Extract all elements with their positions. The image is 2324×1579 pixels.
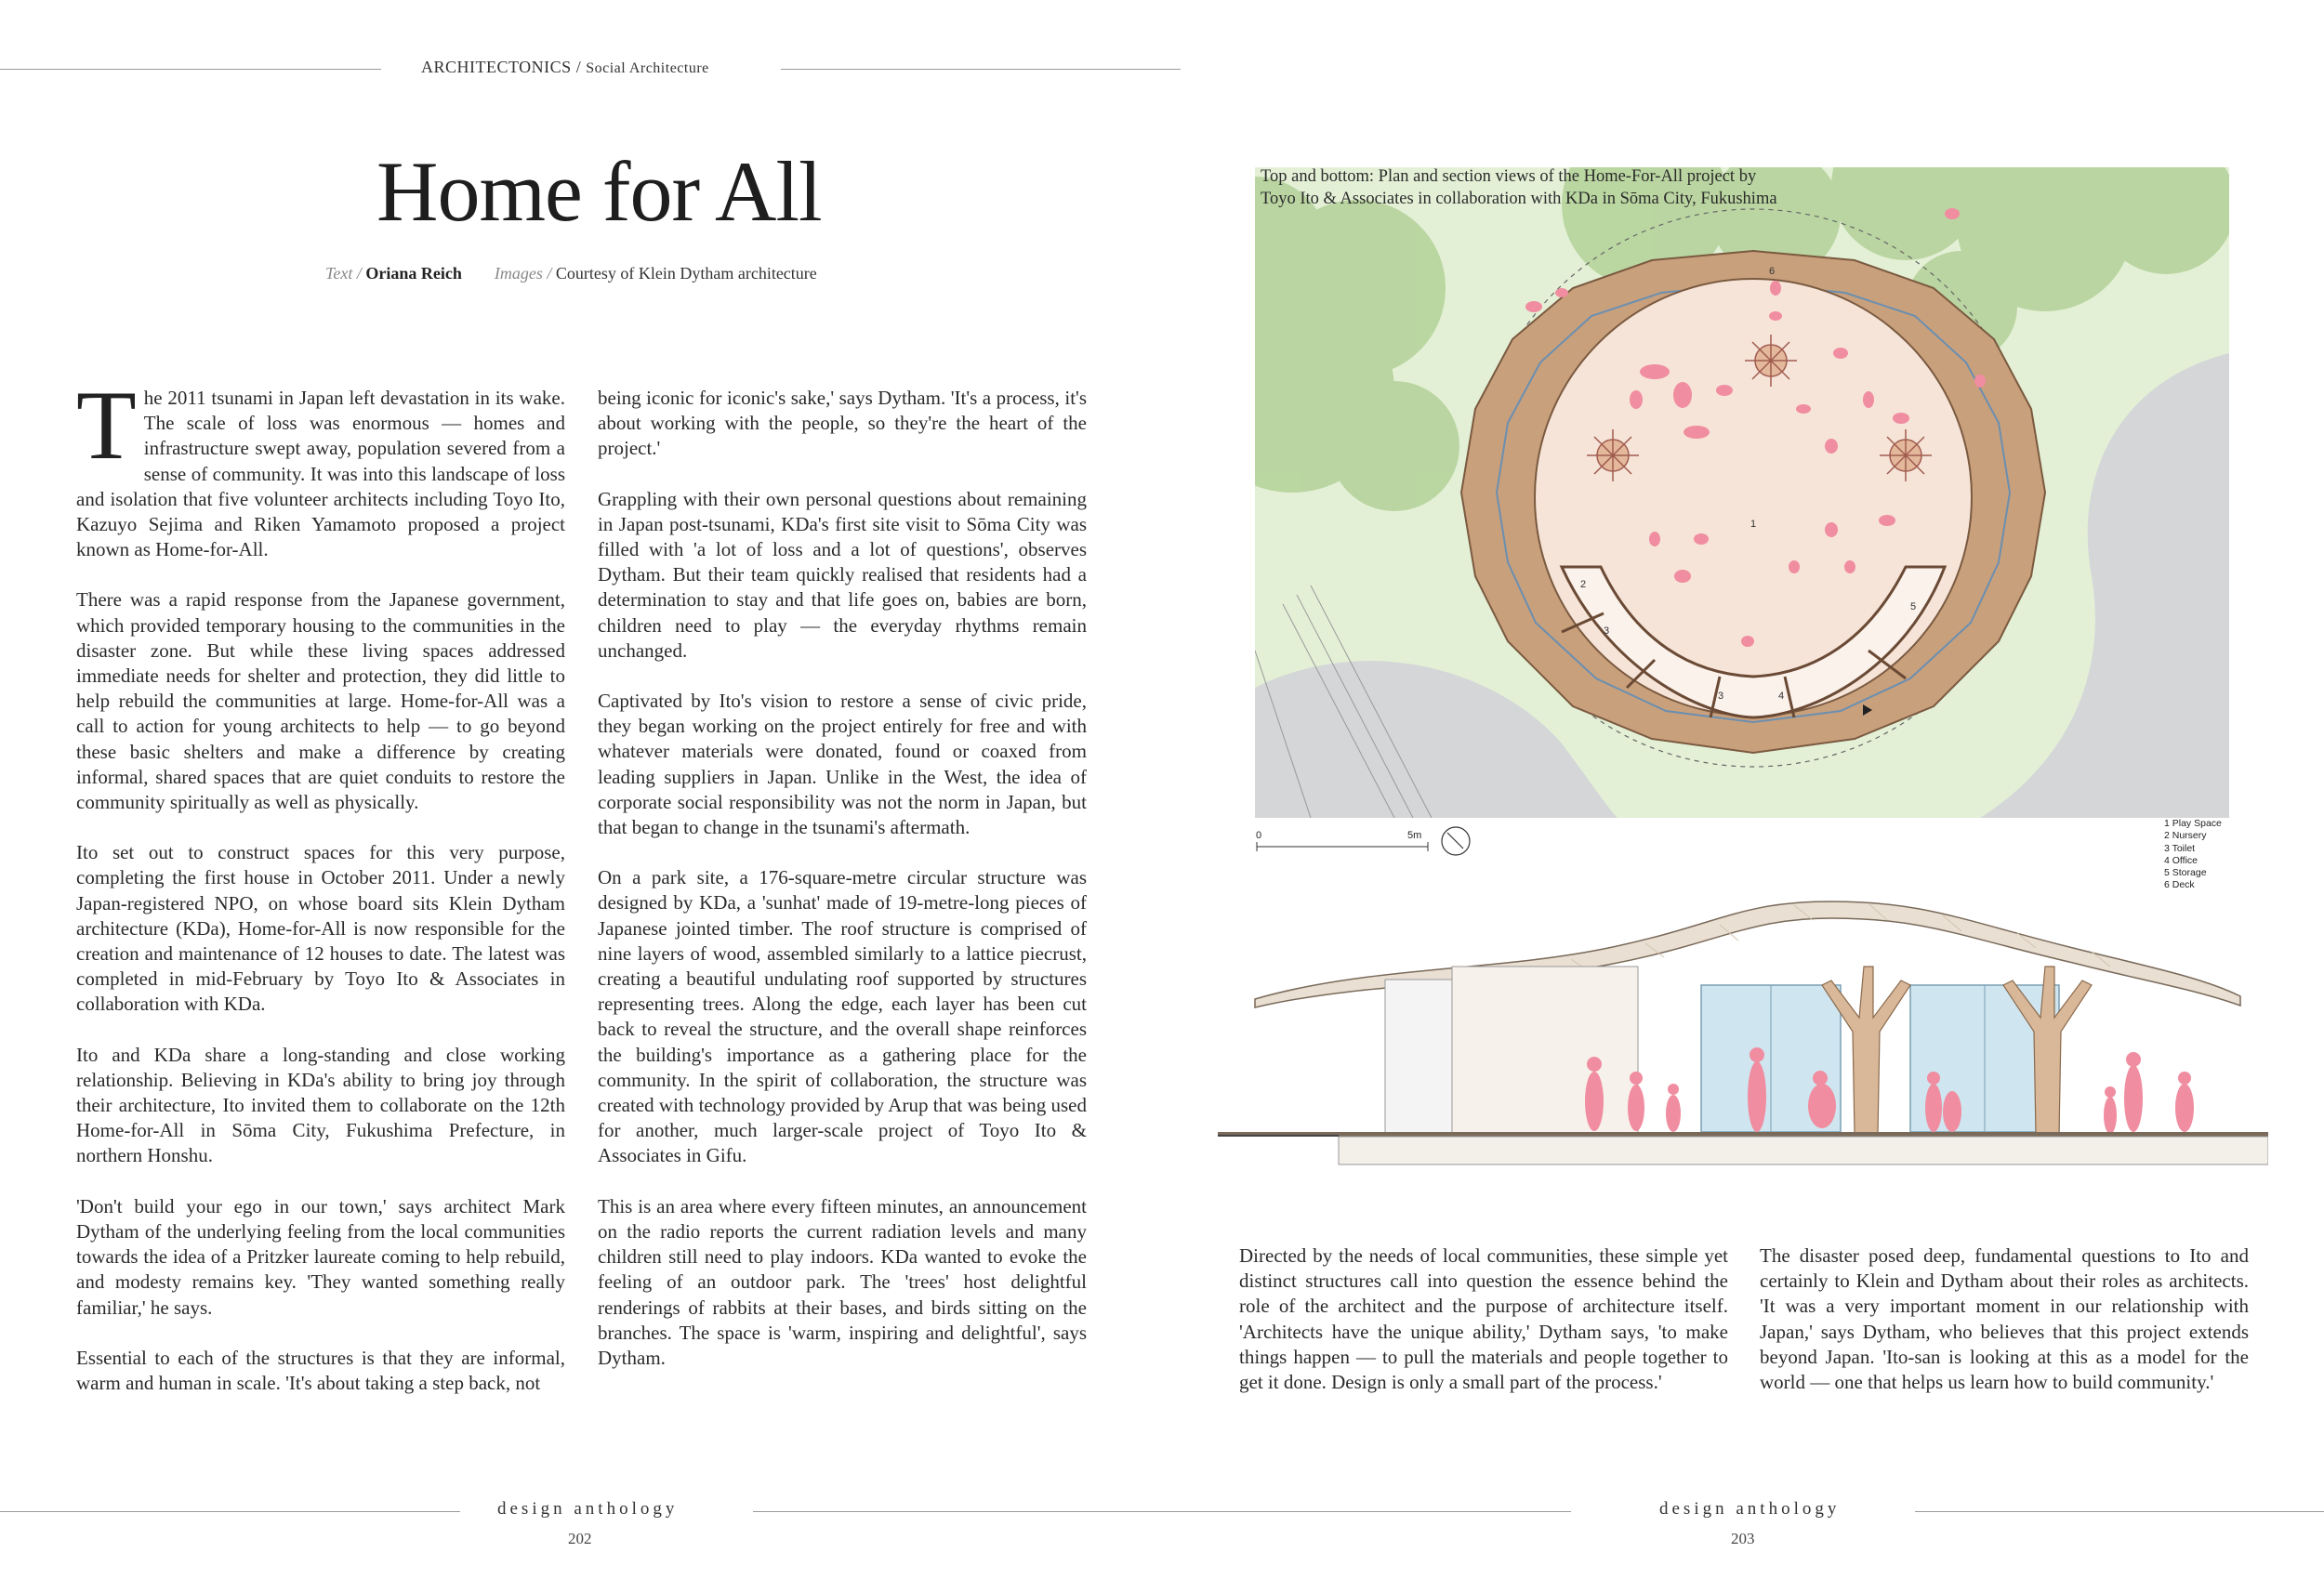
legend-item: 4 Office [2164,854,2198,866]
article-title: Home for All [376,144,822,239]
image-credit: Courtesy of Klein Dytham architecture [555,264,817,283]
byline: Text / Oriana Reich Images / Courtesy of Klein Dytham architecture [325,264,817,283]
page-number-right: 203 [1731,1530,1755,1547]
scale-bar [1255,840,1441,853]
paragraph: Directed by the needs of local communities, these simple yet distinct structures call into question the essence behind the role of the architect and the purpose of architecture itself. 'Architects have the unique ability,' Dytham says, 'to make things happen — to pull the materials and people together to get it done. Design is only a small part of the process.' [1239,1244,1728,1394]
north-arrow-icon [1440,825,1472,857]
footer-rule-3 [1915,1511,2324,1512]
footer-rule-1 [0,1511,460,1512]
section-name: ARCHITECTONICS [421,58,572,76]
floor-slab [1218,1132,2268,1137]
foundation [1339,1137,2268,1165]
room-number: 6 [1769,266,1776,277]
paragraph: being iconic for iconic's sake,' says Dytham. 'It's a process, it's about working with the people, so they're the heart of the project.' [598,387,1087,460]
interior-wall [1385,980,1452,1134]
body-column-4 [1760,1243,2249,1420]
room-number: 3 [1604,625,1610,637]
legend-item: 5 Storage [2164,867,2207,879]
paragraph: On a park site, a 176-square-metre circular structure was designed by KDa, a 'sunhat' made of 19-metre-long pieces of Japanese jointed timber. The roof structure is comprised of nine layers of wood, assembled similarly to a lattice piecrust, creating a beautiful undulating roof supported by structures representing trees. Along the edge, each layer has been cut back to reveal the structure, and the overall shape reinforces the building's importance as a gathering place for the community. In the spirit of collaboration, the structure was created with technology provided by Arup that was being used for another, much larger-scale project of Toyo Ito & Associates in Gifu. [598,866,1087,1167]
legend-item: 1 Play Space [2164,818,2222,829]
figure-caption: Top and bottom: Plan and section views of the Home-For-All project by Toyo Ito & Associates in collaboration with KDa in Sōma City, Fukushima [1261,167,1777,208]
subsection-name: Social Architecture [586,60,709,76]
drop-cap: T [76,371,137,480]
scale-end-label: 5m [1407,830,1422,841]
paragraph: Grappling with their own personal questions about remaining in Japan post-tsunami, KDa's first site visit to Sōma City was filled with 'a lot of loss and a lot of questions', observes Dytham. But their team quickly realised that residents had a determination to stay and that life goes on, babies are born, children need to play — the everyday rhythms remain unchanged. [598,487,1087,662]
footer-brand-left: design anthology [497,1499,679,1519]
paragraph: Captivated by Ito's vision to restore a sense of civic pride, they began working on the project entirely for free and with whatever materials were donated, found or coaxed from leading suppliers in Japan. Unlike in the West, the idea of corporate social responsibility was not the norm in Japan, but that began to change in the tsunami's aftermath. [598,690,1087,839]
room-number: 2 [1580,579,1587,590]
page-number-left: 202 [568,1530,592,1547]
footer-rule-2 [753,1511,1571,1512]
room-number: 5 [1910,601,1917,612]
room-number: 4 [1778,691,1785,702]
section-people [1585,1047,2194,1134]
room-number: 3 [1718,691,1724,702]
storage-wall [1452,967,1638,1134]
body-column-1 [76,371,565,1421]
plan-legend [2164,818,2222,892]
paragraph: 'Don't build your ego in our town,' says architect Mark Dytham of the underlying feeling from the local communities towards the idea of a Pritzker laureate coming to help rebuild, and modesty remains key. 'They wanted something really familiar,' he says. [76,1194,565,1319]
legend-item: 2 Nursery [2164,830,2207,842]
legend-item: 6 Deck [2164,879,2195,891]
header-rule-right [781,69,1181,70]
body-column-3 [1239,1243,1728,1420]
legend-item: 3 Toilet [2164,842,2196,854]
footer-brand-right: design anthology [1659,1499,1841,1519]
room-number: 1 [1750,519,1757,530]
paragraph: The disaster posed deep, fundamental questions to Ito and certainly to Klein and Dytham about their roles as architects. 'It was a very important moment in our relationship with Japan,' says Dytham, who believes that this project extends beyond Japan. 'Ito-san is looking at this as a model for the world — one that helps us learn how to build community.' [1760,1244,2249,1394]
paragraph: Ito set out to construct spaces for this very purpose, completing the first house in October 2011. Under a newly Japan-registered NPO, on whose board sits Klein Dytham architecture (KDa), Home-for-All is now responsible for the creation and maintenance of 12 houses to date. The latest was completed in mid-February by Toyo Ito & Associates in collaboration with KDa. [76,841,565,1016]
scale-start-label: 0 [1256,830,1262,841]
header-rule-left [0,69,381,70]
section-drawing [1218,892,2268,1199]
paragraph: There was a rapid response from the Japanese government, which provided temporary housing to the communities in the disaster zone. But while these living spaces addressed immediate needs for shelter and protection, they did little to help rebuild the communities at large. Home-for-All was a call to action for young architects to help — to go beyond these basic shelters and make a difference by creating informal, shared spaces that are quiet conduits to restore the community spiritually as well as physically. [76,588,565,814]
author-name: Oriana Reich [365,264,462,283]
paragraph: Ito and KDa share a long-standing and close working relationship. Believing in KDa's ability to bring joy through their architecture, Ito invited them to collaborate on the 12th Home-for-All in Sōma City, Fukushima Prefecture, in northern Honshu. [76,1043,565,1167]
site-plan-drawing [1255,167,2229,818]
paragraph: Essential to each of the structures is that they are informal, warm and human in scale. 'It's about taking a step back, not [76,1346,565,1394]
body-column-2 [598,386,1087,1396]
paragraph: The 2011 tsunami in Japan left devastation in its wake. The scale of loss was enormous — homes and infrastructure swept away, population severed from a sense of community. It was into this landscape of loss and isolation that five volunteer architects including Toyo Ito, Kazuyo Sejima and Riken Yamamoto proposed a project known as Home-for-All. [76,371,565,561]
play-floor [1535,279,1972,716]
paragraph: This is an area where every fifteen minutes, an announcement on the radio reports the current radiation levels and many children still need to play indoors. KDa wanted to evoke the feeling of an outdoor park. The 'trees' host delightful renderings of rabbits at their bases, and birds sitting on the branches. The space is 'warm, inspiring and delightful', says Dytham. [598,1194,1087,1369]
section-kicker: ARCHITECTONICS / Social Architecture [421,58,709,76]
